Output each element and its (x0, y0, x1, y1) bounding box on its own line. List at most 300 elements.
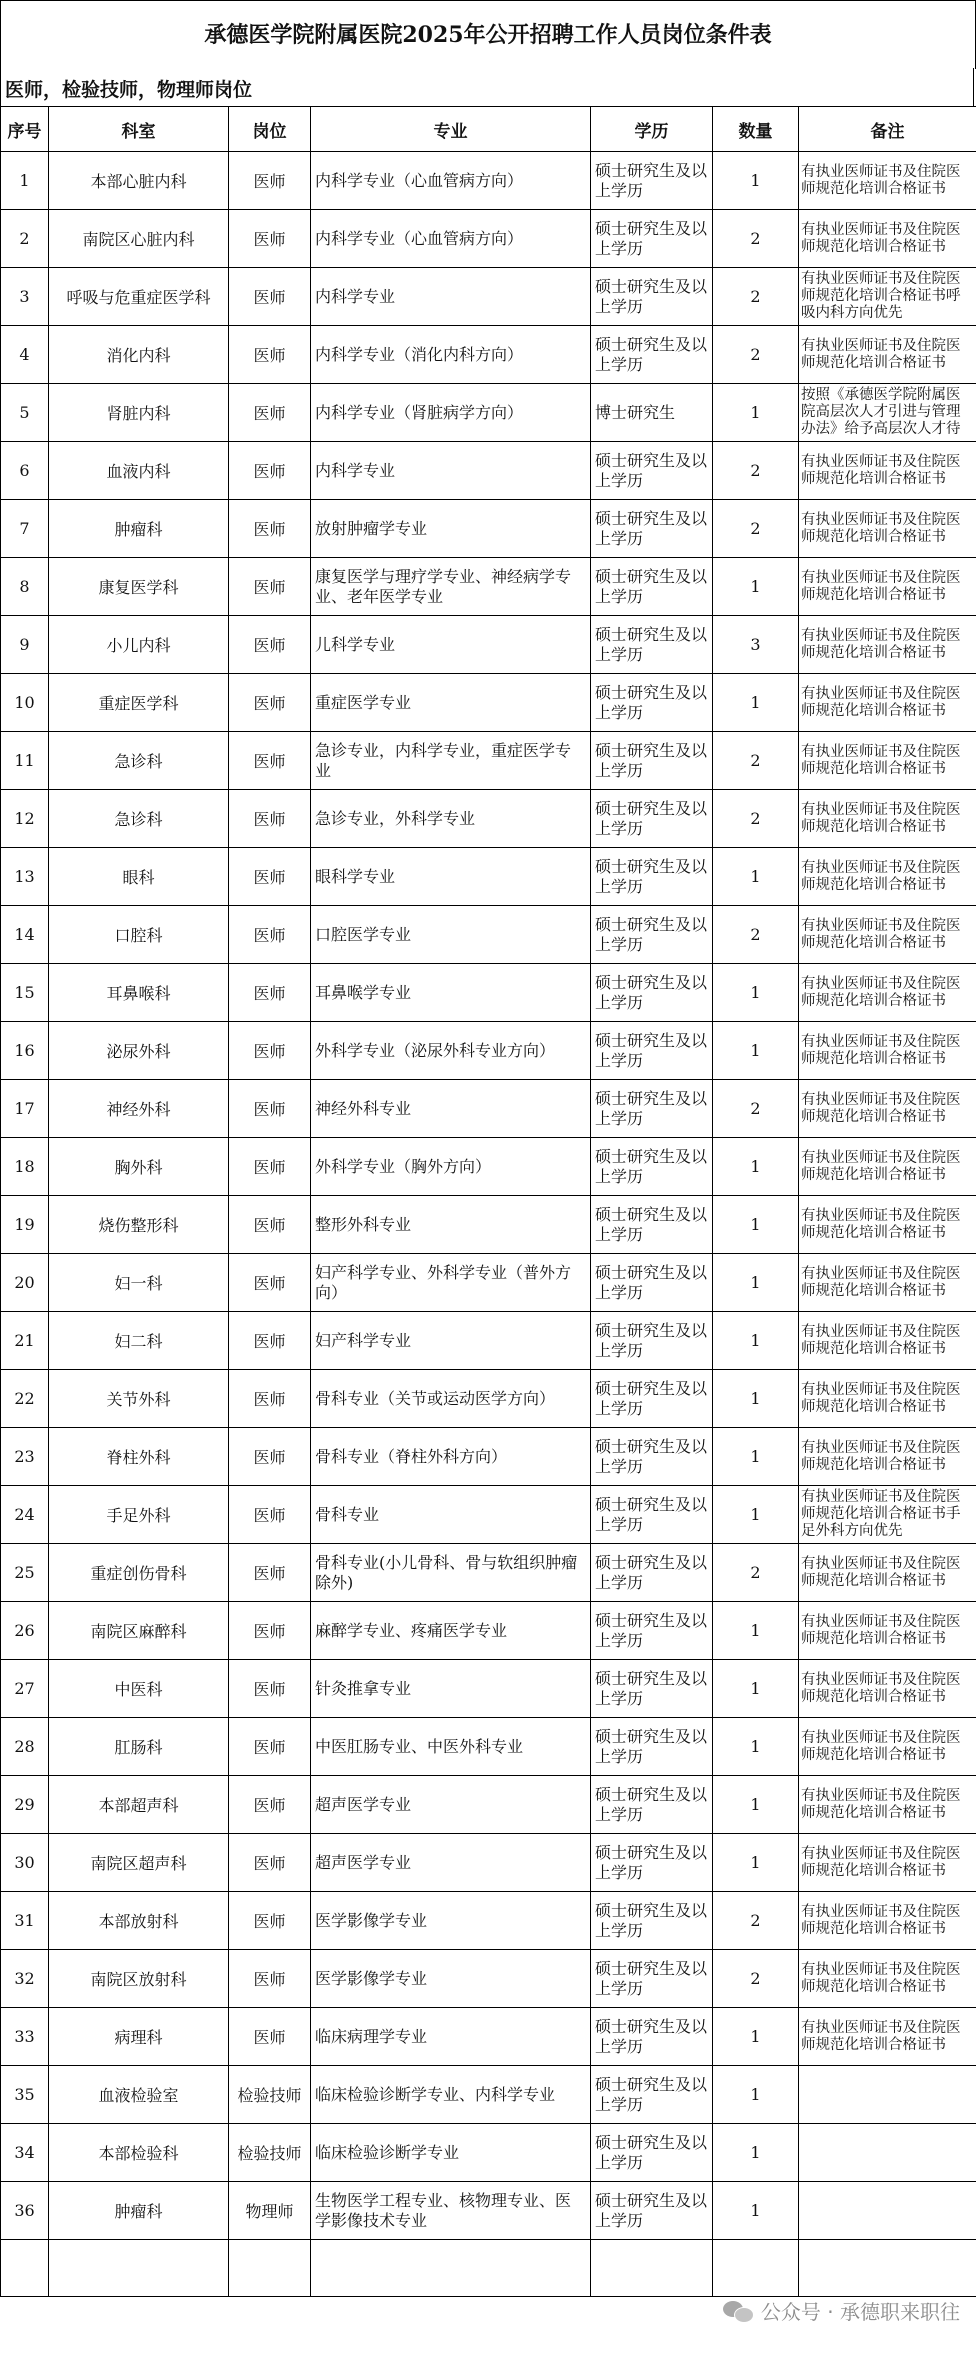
row-major: 临床检验诊断学专业 (311, 2124, 591, 2182)
row-dept: 消化内科 (49, 326, 229, 384)
row-dept: 神经外科 (49, 1080, 229, 1138)
row-number: 9 (1, 616, 49, 674)
row-note: 有执业医师证书及住院医师规范化培训合格证书 (799, 152, 976, 210)
row-post: 医师 (229, 1428, 311, 1486)
row-edu: 硕士研究生及以上学历 (591, 1254, 713, 1312)
col-header-major: 专业 (311, 107, 591, 152)
row-edu: 硕士研究生及以上学历 (591, 1892, 713, 1950)
row-note: 有执业医师证书及住院医师规范化培训合格证书 (799, 1834, 976, 1892)
row-post: 医师 (229, 674, 311, 732)
row-edu: 硕士研究生及以上学历 (591, 1544, 713, 1602)
row-note (799, 2066, 976, 2124)
row-dept: 中医科 (49, 1660, 229, 1718)
empty-cell (591, 2240, 713, 2297)
row-count: 1 (713, 1776, 799, 1834)
row-major: 临床检验诊断学专业、内科学专业 (311, 2066, 591, 2124)
row-dept: 重症医学科 (49, 674, 229, 732)
row-post: 物理师 (229, 2182, 311, 2240)
row-number: 28 (1, 1718, 49, 1776)
table-row (1, 1892, 976, 1950)
row-note: 有执业医师证书及住院医师规范化培训合格证书 (799, 1602, 976, 1660)
row-note: 有执业医师证书及住院医师规范化培训合格证书 (799, 1022, 976, 1080)
row-edu: 硕士研究生及以上学历 (591, 1834, 713, 1892)
row-note: 有执业医师证书及住院医师规范化培训合格证书手足外科方向优先 (799, 1486, 976, 1544)
row-major: 妇产科学专业、外科学专业（普外方向） (311, 1254, 591, 1312)
row-count: 2 (713, 210, 799, 268)
row-post: 医师 (229, 1776, 311, 1834)
row-post: 医师 (229, 964, 311, 1022)
row-note: 有执业医师证书及住院医师规范化培训合格证书 (799, 964, 976, 1022)
row-number: 22 (1, 1370, 49, 1428)
empty-cell (1, 2240, 49, 2297)
row-edu: 硕士研究生及以上学历 (591, 2008, 713, 2066)
row-count: 1 (713, 2008, 799, 2066)
row-note (799, 2124, 976, 2182)
row-edu: 硕士研究生及以上学历 (591, 1718, 713, 1776)
row-major: 内科学专业（消化内科方向） (311, 326, 591, 384)
table-row (1, 442, 976, 500)
row-number: 20 (1, 1254, 49, 1312)
row-major: 临床病理学专业 (311, 2008, 591, 2066)
row-count: 1 (713, 2124, 799, 2182)
row-edu: 硕士研究生及以上学历 (591, 1950, 713, 2008)
row-number: 33 (1, 2008, 49, 2066)
row-major: 康复医学与理疗学专业、神经病学专业、老年医学专业 (311, 558, 591, 616)
row-major: 麻醉学专业、疼痛医学专业 (311, 1602, 591, 1660)
row-dept: 南院区超声科 (49, 1834, 229, 1892)
row-dept: 脊柱外科 (49, 1428, 229, 1486)
page-title: 承德医学院附属医院2025年公开招聘工作人员岗位条件表 (0, 0, 976, 69)
row-number: 36 (1, 2182, 49, 2240)
row-count: 2 (713, 906, 799, 964)
table-row (1, 1718, 976, 1776)
row-edu: 硕士研究生及以上学历 (591, 2182, 713, 2240)
row-major: 骨科专业（关节或运动医学方向） (311, 1370, 591, 1428)
row-dept: 妇一科 (49, 1254, 229, 1312)
row-post: 医师 (229, 732, 311, 790)
row-major: 内科学专业 (311, 442, 591, 500)
row-note: 有执业医师证书及住院医师规范化培训合格证书 (799, 1660, 976, 1718)
row-count: 1 (713, 1834, 799, 1892)
row-edu: 博士研究生 (591, 384, 713, 442)
row-number: 13 (1, 848, 49, 906)
watermark (723, 2296, 960, 2325)
row-post: 医师 (229, 558, 311, 616)
row-dept: 血液检验室 (49, 2066, 229, 2124)
section-title: 医师，检验技师，物理师岗位 (0, 68, 974, 106)
row-dept: 肾脏内科 (49, 384, 229, 442)
row-major: 骨科专业 (311, 1486, 591, 1544)
col-header-note: 备注 (799, 107, 976, 152)
col-header-no: 序号 (1, 107, 49, 152)
row-major: 生物医学工程专业、核物理专业、医学影像技术专业 (311, 2182, 591, 2240)
row-major: 妇产科学专业 (311, 1312, 591, 1370)
row-major: 外科学专业（胸外方向） (311, 1138, 591, 1196)
row-post: 医师 (229, 210, 311, 268)
table-row (1, 1602, 976, 1660)
row-count: 2 (713, 500, 799, 558)
row-post: 医师 (229, 268, 311, 326)
row-major: 放射肿瘤学专业 (311, 500, 591, 558)
row-dept: 南院区放射科 (49, 1950, 229, 2008)
table-row (1, 906, 976, 964)
row-major: 中医肛肠专业、中医外科专业 (311, 1718, 591, 1776)
table-row (1, 1544, 976, 1602)
row-count: 2 (713, 1080, 799, 1138)
row-major: 急诊专业，外科学专业 (311, 790, 591, 848)
row-major: 耳鼻喉学专业 (311, 964, 591, 1022)
row-count: 1 (713, 674, 799, 732)
row-count: 1 (713, 1718, 799, 1776)
empty-cell (229, 2240, 311, 2297)
row-post: 医师 (229, 1660, 311, 1718)
row-edu: 硕士研究生及以上学历 (591, 152, 713, 210)
table-row (1, 2182, 976, 2240)
table-row (1, 732, 976, 790)
table-row (1, 1950, 976, 2008)
row-edu: 硕士研究生及以上学历 (591, 1196, 713, 1254)
row-post: 医师 (229, 326, 311, 384)
row-count: 2 (713, 1950, 799, 2008)
row-edu: 硕士研究生及以上学历 (591, 1428, 713, 1486)
row-count: 1 (713, 152, 799, 210)
row-major: 内科学专业（心血管病方向） (311, 152, 591, 210)
row-number: 19 (1, 1196, 49, 1254)
row-post: 医师 (229, 1892, 311, 1950)
row-edu: 硕士研究生及以上学历 (591, 616, 713, 674)
row-dept: 重症创伤骨科 (49, 1544, 229, 1602)
row-note: 有执业医师证书及住院医师规范化培训合格证书 (799, 1370, 976, 1428)
row-number: 18 (1, 1138, 49, 1196)
row-dept: 肿瘤科 (49, 2182, 229, 2240)
row-number: 2 (1, 210, 49, 268)
row-major: 儿科学专业 (311, 616, 591, 674)
row-note: 有执业医师证书及住院医师规范化培训合格证书 (799, 674, 976, 732)
row-edu: 硕士研究生及以上学历 (591, 848, 713, 906)
row-count: 1 (713, 2066, 799, 2124)
row-edu: 硕士研究生及以上学历 (591, 1486, 713, 1544)
row-number: 15 (1, 964, 49, 1022)
row-number: 5 (1, 384, 49, 442)
col-header-dept: 科室 (49, 107, 229, 152)
row-edu: 硕士研究生及以上学历 (591, 1370, 713, 1428)
table-row-empty (1, 2240, 976, 2297)
row-post: 医师 (229, 442, 311, 500)
row-post: 医师 (229, 1544, 311, 1602)
positions-table (0, 106, 976, 2297)
col-header-edu: 学历 (591, 107, 713, 152)
row-count: 2 (713, 790, 799, 848)
row-dept: 急诊科 (49, 790, 229, 848)
row-edu: 硕士研究生及以上学历 (591, 1080, 713, 1138)
row-dept: 本部心脏内科 (49, 152, 229, 210)
row-major: 外科学专业（泌尿外科专业方向） (311, 1022, 591, 1080)
row-number: 32 (1, 1950, 49, 2008)
row-dept: 手足外科 (49, 1486, 229, 1544)
row-note: 有执业医师证书及住院医师规范化培训合格证书 (799, 558, 976, 616)
row-edu: 硕士研究生及以上学历 (591, 1312, 713, 1370)
row-count: 1 (713, 1370, 799, 1428)
table-row (1, 2066, 976, 2124)
table-row (1, 1834, 976, 1892)
row-count: 2 (713, 326, 799, 384)
table-row (1, 1428, 976, 1486)
row-edu: 硕士研究生及以上学历 (591, 558, 713, 616)
row-major: 口腔医学专业 (311, 906, 591, 964)
table-row (1, 558, 976, 616)
row-note: 有执业医师证书及住院医师规范化培训合格证书 (799, 1428, 976, 1486)
row-note: 有执业医师证书及住院医师规范化培训合格证书 (799, 790, 976, 848)
row-edu: 硕士研究生及以上学历 (591, 1022, 713, 1080)
table-row (1, 1776, 976, 1834)
table-row (1, 1312, 976, 1370)
row-number: 6 (1, 442, 49, 500)
row-count: 3 (713, 616, 799, 674)
row-count: 2 (713, 1544, 799, 1602)
row-major: 医学影像学专业 (311, 1892, 591, 1950)
row-major: 超声医学专业 (311, 1776, 591, 1834)
row-dept: 妇二科 (49, 1312, 229, 1370)
row-post: 医师 (229, 1254, 311, 1312)
row-number: 11 (1, 732, 49, 790)
row-number: 1 (1, 152, 49, 210)
row-number: 31 (1, 1892, 49, 1950)
table-row (1, 1254, 976, 1312)
row-count: 1 (713, 384, 799, 442)
table-row (1, 790, 976, 848)
row-note: 有执业医师证书及住院医师规范化培训合格证书 (799, 1718, 976, 1776)
row-post: 检验技师 (229, 2066, 311, 2124)
row-count: 1 (713, 2182, 799, 2240)
row-dept: 泌尿外科 (49, 1022, 229, 1080)
row-count: 1 (713, 1254, 799, 1312)
row-major: 眼科学专业 (311, 848, 591, 906)
row-edu: 硕士研究生及以上学历 (591, 964, 713, 1022)
row-major: 内科学专业 (311, 268, 591, 326)
row-number: 4 (1, 326, 49, 384)
table-row (1, 268, 976, 326)
row-post: 医师 (229, 1080, 311, 1138)
row-edu: 硕士研究生及以上学历 (591, 1776, 713, 1834)
row-post: 医师 (229, 616, 311, 674)
row-major: 重症医学专业 (311, 674, 591, 732)
row-major: 急诊专业，内科学专业，重症医学专业 (311, 732, 591, 790)
row-dept: 关节外科 (49, 1370, 229, 1428)
row-count: 1 (713, 1602, 799, 1660)
row-count: 1 (713, 964, 799, 1022)
table-row (1, 326, 976, 384)
row-post: 医师 (229, 1486, 311, 1544)
row-note: 有执业医师证书及住院医师规范化培训合格证书呼吸内科方向优先 (799, 268, 976, 326)
row-dept: 烧伤整形科 (49, 1196, 229, 1254)
row-post: 医师 (229, 1022, 311, 1080)
row-major: 医学影像学专业 (311, 1950, 591, 2008)
row-dept: 病理科 (49, 2008, 229, 2066)
row-count: 1 (713, 1138, 799, 1196)
row-edu: 硕士研究生及以上学历 (591, 790, 713, 848)
row-count: 2 (713, 1892, 799, 1950)
row-number: 30 (1, 1834, 49, 1892)
row-note: 有执业医师证书及住院医师规范化培训合格证书 (799, 1254, 976, 1312)
row-edu: 硕士研究生及以上学历 (591, 732, 713, 790)
col-header-count: 数量 (713, 107, 799, 152)
row-note: 有执业医师证书及住院医师规范化培训合格证书 (799, 616, 976, 674)
row-number: 10 (1, 674, 49, 732)
row-edu: 硕士研究生及以上学历 (591, 1660, 713, 1718)
row-note: 有执业医师证书及住院医师规范化培训合格证书 (799, 1138, 976, 1196)
row-post: 医师 (229, 1370, 311, 1428)
row-number: 29 (1, 1776, 49, 1834)
row-major: 整形外科专业 (311, 1196, 591, 1254)
row-post: 医师 (229, 1834, 311, 1892)
row-count: 1 (713, 1022, 799, 1080)
table-row (1, 848, 976, 906)
row-edu: 硕士研究生及以上学历 (591, 326, 713, 384)
row-post: 医师 (229, 1196, 311, 1254)
row-dept: 呼吸与危重症医学科 (49, 268, 229, 326)
row-dept: 胸外科 (49, 1138, 229, 1196)
row-edu: 硕士研究生及以上学历 (591, 442, 713, 500)
row-dept: 急诊科 (49, 732, 229, 790)
row-note: 有执业医师证书及住院医师规范化培训合格证书 (799, 1950, 976, 2008)
row-major: 骨科专业（脊柱外科方向） (311, 1428, 591, 1486)
table-row (1, 210, 976, 268)
row-post: 医师 (229, 1950, 311, 2008)
row-count: 2 (713, 732, 799, 790)
row-post: 医师 (229, 790, 311, 848)
table-row (1, 1080, 976, 1138)
row-number: 27 (1, 1660, 49, 1718)
row-post: 医师 (229, 2008, 311, 2066)
row-dept: 血液内科 (49, 442, 229, 500)
watermark-text: 公众号 · 承德职来职往 (760, 2300, 960, 2324)
table-row (1, 1370, 976, 1428)
row-post: 检验技师 (229, 2124, 311, 2182)
row-dept: 本部放射科 (49, 1892, 229, 1950)
row-note: 有执业医师证书及住院医师规范化培训合格证书 (799, 1544, 976, 1602)
row-note (799, 2182, 976, 2240)
row-number: 34 (1, 2124, 49, 2182)
row-edu: 硕士研究生及以上学历 (591, 268, 713, 326)
table-row (1, 1138, 976, 1196)
row-number: 8 (1, 558, 49, 616)
row-dept: 眼科 (49, 848, 229, 906)
table-row (1, 1022, 976, 1080)
table-row (1, 616, 976, 674)
row-note: 有执业医师证书及住院医师规范化培训合格证书 (799, 732, 976, 790)
row-major: 超声医学专业 (311, 1834, 591, 1892)
row-dept: 肿瘤科 (49, 500, 229, 558)
table-row (1, 500, 976, 558)
row-number: 23 (1, 1428, 49, 1486)
row-edu: 硕士研究生及以上学历 (591, 500, 713, 558)
row-note: 有执业医师证书及住院医师规范化培训合格证书 (799, 1196, 976, 1254)
row-count: 1 (713, 1428, 799, 1486)
row-note: 有执业医师证书及住院医师规范化培训合格证书 (799, 1312, 976, 1370)
row-post: 医师 (229, 384, 311, 442)
row-post: 医师 (229, 500, 311, 558)
row-major: 内科学专业（心血管病方向） (311, 210, 591, 268)
row-major: 内科学专业（肾脏病学方向） (311, 384, 591, 442)
row-count: 2 (713, 442, 799, 500)
row-note: 有执业医师证书及住院医师规范化培训合格证书 (799, 326, 976, 384)
row-count: 2 (713, 268, 799, 326)
row-dept: 肛肠科 (49, 1718, 229, 1776)
row-count: 1 (713, 1196, 799, 1254)
row-edu: 硕士研究生及以上学历 (591, 210, 713, 268)
row-note: 有执业医师证书及住院医师规范化培训合格证书 (799, 1776, 976, 1834)
row-major: 针灸推拿专业 (311, 1660, 591, 1718)
row-note: 有执业医师证书及住院医师规范化培训合格证书 (799, 848, 976, 906)
row-edu: 硕士研究生及以上学历 (591, 906, 713, 964)
row-count: 1 (713, 848, 799, 906)
row-count: 1 (713, 1486, 799, 1544)
row-post: 医师 (229, 1602, 311, 1660)
row-major: 骨科专业(小儿骨科、骨与软组织肿瘤除外) (311, 1544, 591, 1602)
row-note: 有执业医师证书及住院医师规范化培训合格证书 (799, 442, 976, 500)
row-edu: 硕士研究生及以上学历 (591, 1602, 713, 1660)
row-number: 26 (1, 1602, 49, 1660)
row-number: 24 (1, 1486, 49, 1544)
table-row (1, 1660, 976, 1718)
row-number: 17 (1, 1080, 49, 1138)
row-dept: 本部检验科 (49, 2124, 229, 2182)
row-edu: 硕士研究生及以上学历 (591, 674, 713, 732)
row-number: 16 (1, 1022, 49, 1080)
empty-cell (49, 2240, 229, 2297)
empty-cell (799, 2240, 976, 2297)
row-note: 有执业医师证书及住院医师规范化培训合格证书 (799, 500, 976, 558)
row-number: 12 (1, 790, 49, 848)
table-row (1, 152, 976, 210)
row-post: 医师 (229, 1312, 311, 1370)
empty-cell (713, 2240, 799, 2297)
row-note: 有执业医师证书及住院医师规范化培训合格证书 (799, 1080, 976, 1138)
row-major: 神经外科专业 (311, 1080, 591, 1138)
row-post: 医师 (229, 848, 311, 906)
row-note: 按照《承德医学院附属医院高层次人才引进与管理办法》给予高层次人才待 (799, 384, 976, 442)
row-post: 医师 (229, 1718, 311, 1776)
row-post: 医师 (229, 152, 311, 210)
row-number: 21 (1, 1312, 49, 1370)
row-note: 有执业医师证书及住院医师规范化培训合格证书 (799, 906, 976, 964)
row-dept: 耳鼻喉科 (49, 964, 229, 1022)
table-row (1, 2008, 976, 2066)
row-dept: 小儿内科 (49, 616, 229, 674)
row-edu: 硕士研究生及以上学历 (591, 1138, 713, 1196)
table-row (1, 964, 976, 1022)
wechat-icon (723, 2299, 753, 2323)
table-row (1, 674, 976, 732)
row-number: 14 (1, 906, 49, 964)
col-header-post: 岗位 (229, 107, 311, 152)
table-header-row (1, 107, 976, 152)
row-edu: 硕士研究生及以上学历 (591, 2066, 713, 2124)
row-dept: 南院区麻醉科 (49, 1602, 229, 1660)
row-count: 1 (713, 1312, 799, 1370)
row-number: 35 (1, 2066, 49, 2124)
table-row (1, 2124, 976, 2182)
row-post: 医师 (229, 1138, 311, 1196)
table-row (1, 1196, 976, 1254)
table-row (1, 1486, 976, 1544)
row-count: 1 (713, 558, 799, 616)
row-post: 医师 (229, 906, 311, 964)
row-number: 3 (1, 268, 49, 326)
row-dept: 本部超声科 (49, 1776, 229, 1834)
row-note: 有执业医师证书及住院医师规范化培训合格证书 (799, 2008, 976, 2066)
row-count: 1 (713, 1660, 799, 1718)
